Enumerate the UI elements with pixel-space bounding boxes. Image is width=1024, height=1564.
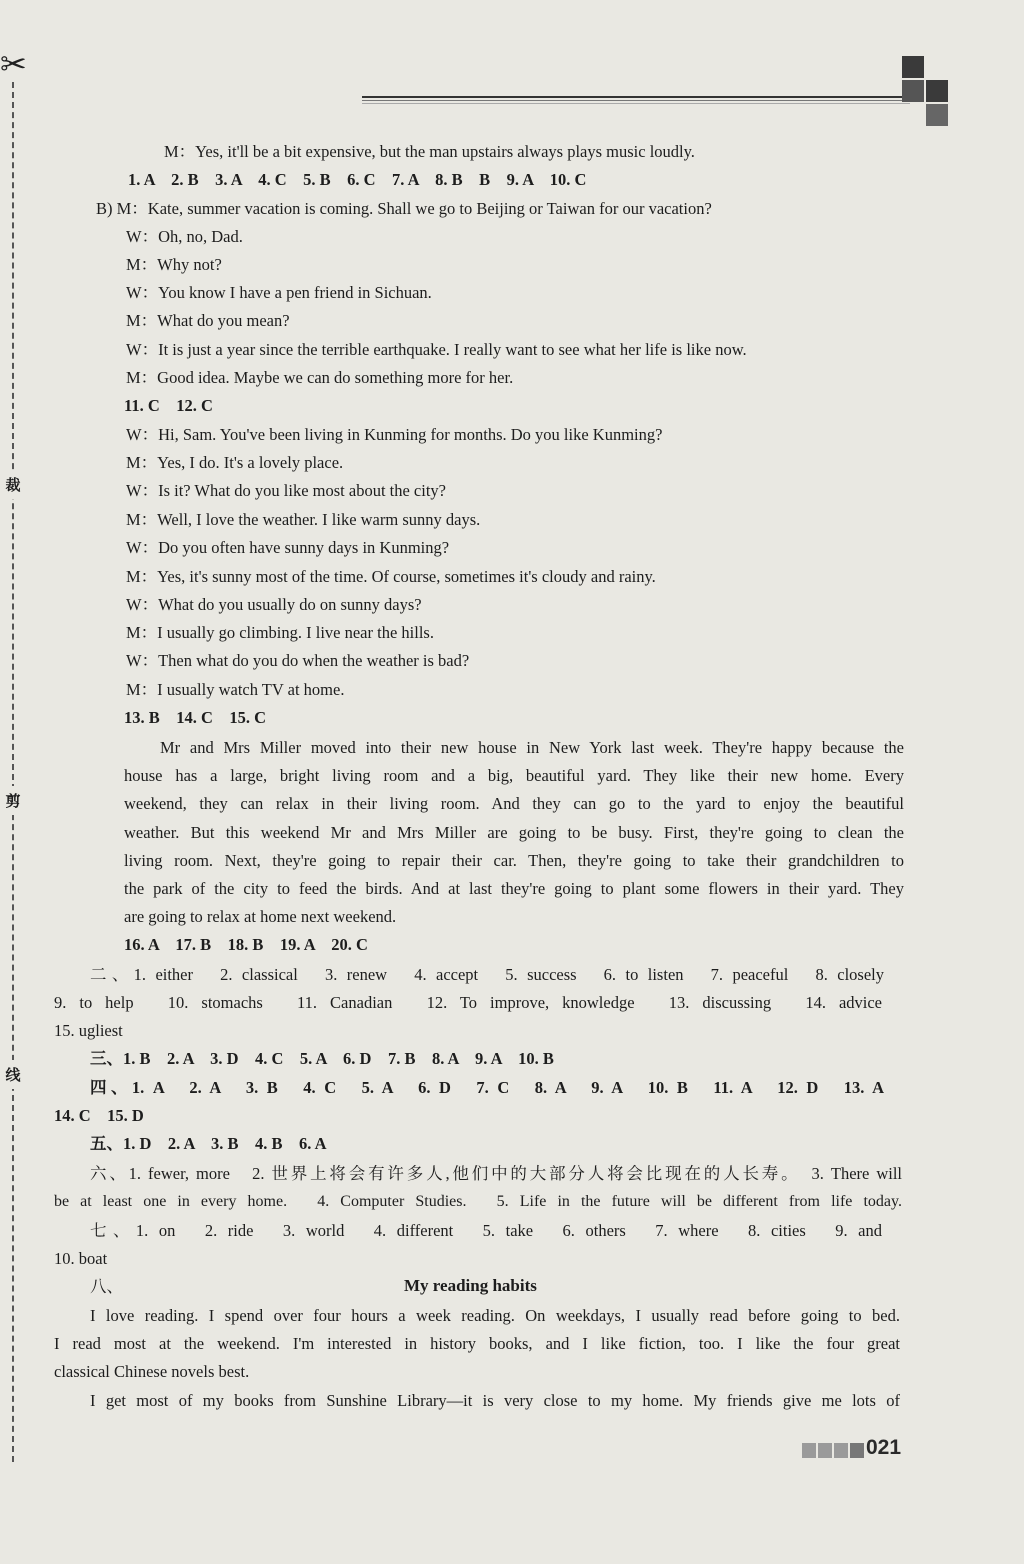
header-rule bbox=[362, 96, 910, 105]
cut-label-cai: 裁 bbox=[2, 470, 24, 499]
text-line: M：Why not? bbox=[126, 255, 222, 274]
answer-line: 10. boat bbox=[54, 1249, 108, 1268]
text-line: M：I usually go climbing. I live near the hills. bbox=[126, 623, 434, 642]
answer-line: 二、1. either 2. classical 3. renew 4. accept 5. success 6. to listen 7. peaceful 8. closely bbox=[90, 965, 884, 984]
text-line: W：It is just a year since the terrible earthquake. I really want to see what her life is like now. bbox=[126, 340, 747, 359]
header-square bbox=[902, 80, 924, 102]
section-label: 八、 bbox=[90, 1277, 123, 1296]
text-line: are going to relax at home next weekend. bbox=[124, 907, 397, 926]
answer-line: 六、1. fewer, more 2. 世界上将会有许多人,他们中的大部分人将会比现在的人长寿。 3. There will bbox=[90, 1164, 902, 1183]
text-line: M：Well, I love the weather. I like warm sunny days. bbox=[126, 510, 481, 529]
text-line: W：What do you usually do on sunny days? bbox=[126, 595, 422, 614]
text-line: B) M：Kate, summer vacation is coming. Shall we go to Beijing or Taiwan for our vacation? bbox=[96, 199, 712, 218]
text-line: M：What do you mean? bbox=[126, 311, 290, 330]
page-number-bar bbox=[818, 1443, 832, 1458]
text-line: M：I usually watch TV at home. bbox=[126, 680, 345, 699]
page-number-bar bbox=[850, 1443, 864, 1458]
text-line: M：Good idea. Maybe we can do something more for her. bbox=[126, 368, 514, 387]
text-line: the park of the city to feed the birds. And at last they're going to plant some flowers in their yard. They bbox=[124, 879, 904, 898]
answer-line: 16. A 17. B 18. B 19. A 20. C bbox=[124, 935, 368, 954]
answer-line: 14. C 15. D bbox=[54, 1106, 144, 1125]
page-number-bar bbox=[802, 1443, 816, 1458]
answer-line: 11. C 12. C bbox=[124, 396, 213, 415]
scissors-icon: ✂ bbox=[0, 45, 27, 83]
text-line: M：Yes, it'll be a bit expensive, but the man upstairs always plays music loudly. bbox=[164, 142, 695, 161]
answer-line: 三、1. B 2. A 3. D 4. C 5. A 6. D 7. B 8. A 9. A 10. B bbox=[90, 1049, 554, 1068]
answer-line: 七、1. on 2. ride 3. world 4. different 5. take 6. others 7. where 8. cities 9. and bbox=[90, 1221, 882, 1240]
answer-line: 15. ugliest bbox=[54, 1021, 123, 1040]
text-line: house has a large, bright living room and a big, beautiful yard. They like their new home. Every bbox=[124, 766, 904, 785]
text-line: M：Yes, I do. It's a lovely place. bbox=[126, 453, 344, 472]
header-square bbox=[926, 104, 948, 126]
text-line: W：Do you often have sunny days in Kunming? bbox=[126, 538, 450, 557]
text-line: M：Yes, it's sunny most of the time. Of course, sometimes it's cloudy and rainy. bbox=[126, 567, 656, 586]
essay-title: My reading habits bbox=[404, 1276, 537, 1295]
text-line: weather. But this weekend Mr and Mrs Miller are going to be busy. First, they're going to clean the bbox=[124, 823, 904, 842]
text-line: W：Is it? What do you like most about the city? bbox=[126, 481, 447, 500]
text-line: weekend, they can relax in their living room. And they can go to the yard to enjoy the beautiful bbox=[124, 794, 904, 813]
cut-line bbox=[12, 82, 14, 1462]
text-line: W：Hi, Sam. You've been living in Kunming for months. Do you like Kunming? bbox=[126, 425, 663, 444]
text-line: W：Oh, no, Dad. bbox=[126, 227, 243, 246]
header-square bbox=[902, 56, 924, 78]
text-line: I get most of my books from Sunshine Library—it is very close to my home. My friends give me lots of bbox=[90, 1391, 900, 1410]
answer-line: be at least one in every home. 4. Computer Studies. 5. Life in the future will be different from life today. bbox=[54, 1193, 902, 1210]
text-line: I read most at the weekend. I'm interested in history books, and I like fiction, too. I like the four great bbox=[54, 1334, 900, 1353]
text-line: W：Then what do you do when the weather is bad? bbox=[126, 651, 470, 670]
answer-line: 1. A 2. B 3. A 4. C 5. B 6. C 7. A 8. B B 9. A 10. C bbox=[128, 170, 587, 189]
page-number-bar bbox=[834, 1443, 848, 1458]
text-line: W：You know I have a pen friend in Sichuan. bbox=[126, 283, 432, 302]
text-line: classical Chinese novels best. bbox=[54, 1362, 250, 1381]
header-square bbox=[926, 80, 948, 102]
text-line: living room. Next, they're going to repair their car. Then, they're going to take their grandchildren to bbox=[124, 851, 904, 870]
answer-line: 13. B 14. C 15. C bbox=[124, 708, 267, 727]
cut-label-xian: 线 bbox=[2, 1060, 24, 1089]
text-line: I love reading. I spend over four hours a week reading. On weekdays, I usually read before going to bed. bbox=[90, 1306, 900, 1325]
answer-line: 四、1. A 2. A 3. B 4. C 5. A 6. D 7. C 8. A 9. A 10. B 11. A 12. D 13. A bbox=[90, 1078, 884, 1097]
cut-label-jian: 剪 bbox=[2, 786, 24, 815]
answer-line: 五、1. D 2. A 3. B 4. B 6. A bbox=[90, 1134, 327, 1153]
answer-line: 9. to help 10. stomachs 11. Canadian 12. To improve, knowledge 13. discussing 14. advice bbox=[54, 993, 882, 1012]
text-line: Mr and Mrs Miller moved into their new house in New York last week. They're happy because the bbox=[160, 738, 904, 757]
page-number: 021 bbox=[866, 1436, 902, 1459]
